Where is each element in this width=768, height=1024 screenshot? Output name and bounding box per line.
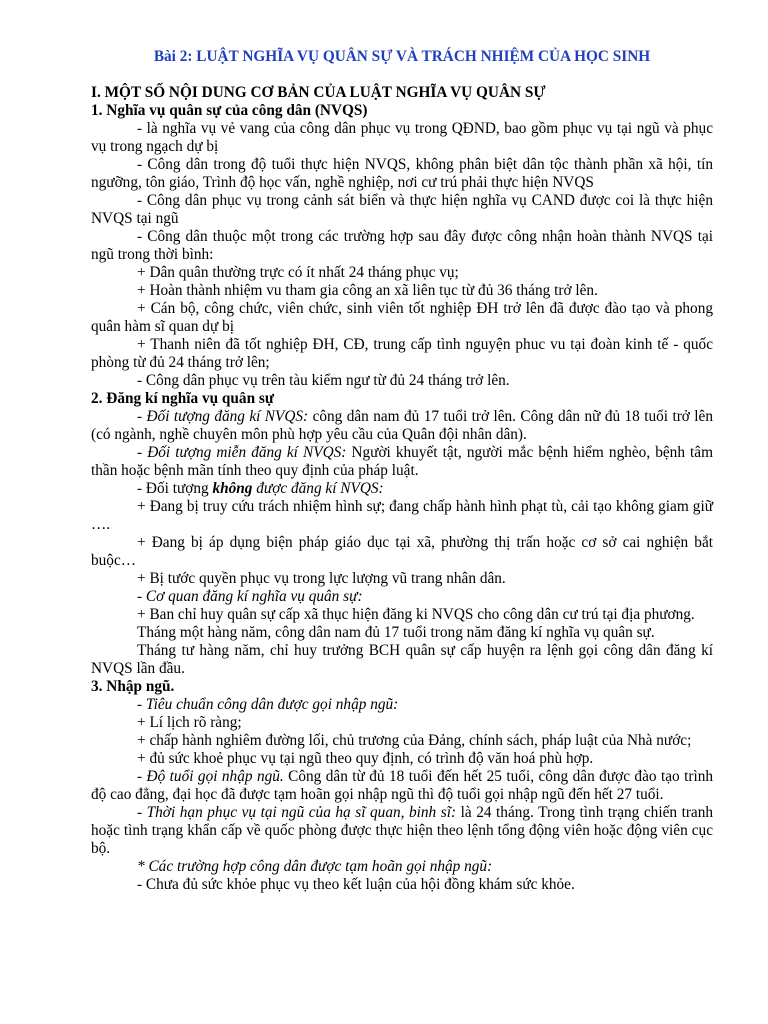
list-item: + Cán bộ, công chức, viên chức, sinh viên tốt nghiệp ĐH trở lên đã được đào tạo và phong quân hàm sĩ quan dự bị <box>91 300 713 335</box>
subsection-heading-3: 3. Nhập ngũ. <box>91 678 175 695</box>
italic-label: được đăng kí NVQS: <box>252 480 384 497</box>
paragraph: - Công dân phục vụ trên tàu kiểm ngư từ đủ 24 tháng trở lên. <box>137 372 510 389</box>
paragraph <box>91 444 713 480</box>
italic-label: - Tiêu chuẩn công dân được gọi nhập ngũ: <box>137 696 399 713</box>
paragraph <box>91 696 713 714</box>
paragraph: Tháng tư hàng năm, chỉ huy trưởng BCH quân sự cấp huyện ra lệnh gọi công dân đăng kí NVQS lần đầu. <box>91 642 713 677</box>
italic-label: - Cơ quan đăng kí nghĩa vụ quân sự: <box>137 588 363 605</box>
paragraph <box>91 408 713 444</box>
paragraph-text: là 24 tháng. Trong tình trạng chiến tranh hoặc tình trạng khẩn cấp về quốc phòng được thực hiện theo lệnh tổng động viên hoặc động viên cục bộ. <box>91 804 713 857</box>
paragraph: - Công dân trong độ tuổi thực hiện NVQS, không phân biệt dân tộc thành phần xã hội, tín ngưỡng, tôn giáo, Trình độ học vấn, nghề nghiệp, nơi cư trú phải thực hiện NVQS <box>91 156 713 191</box>
list-item: + Đang bị áp dụng biện pháp giáo dục tại xã, phường thị trấn hoặc cơ sở cai nghiện bắt buộc… <box>91 534 713 569</box>
italic-label: - Thời hạn phục vụ tại ngũ của hạ sĩ quan, binh sĩ: <box>137 804 457 821</box>
list-item: + Lí lịch rõ ràng; <box>137 714 242 731</box>
paragraph <box>91 804 713 858</box>
paragraph-text: Người khuyết tật, người mắc bệnh hiểm nghèo, bệnh tâm thần hoặc bệnh mãn tính theo quy định của pháp luật. <box>91 444 713 479</box>
list-item: + Thanh niên đã tốt nghiệp ĐH, CĐ, trung cấp tình nguyện phuc vu tại đoàn kinh tế - quốc phòng từ đủ 24 tháng trở lên; <box>91 336 713 371</box>
document-page <box>91 48 713 894</box>
list-item: + đủ sức khoẻ phục vụ tại ngũ theo quy định, có trình độ văn hoá phù hợp. <box>137 750 594 767</box>
list-item: + Dân quân thường trực có ít nhất 24 tháng phục vụ; <box>137 264 459 281</box>
italic-label: - Đối tượng đăng kí NVQS: <box>137 408 309 425</box>
paragraph <box>91 588 713 606</box>
italic-label: * Các trường hợp công dân được tạm hoãn gọi nhập ngũ: <box>137 858 493 875</box>
paragraph: - Công dân phục vụ trong cảnh sát biển và thực hiện nghĩa vụ CAND được coi là thực hiện NVQS tại ngũ <box>91 192 713 227</box>
subsection-heading-1: 1. Nghĩa vụ quân sự của công dân (NVQS) <box>91 102 368 119</box>
paragraph: Tháng một hàng năm, công dân nam đủ 17 tuổi trong năm đăng kí nghĩa vụ quân sự. <box>137 624 655 641</box>
list-item: + chấp hành nghiêm đường lối, chủ trương của Đảng, chính sách, pháp luật của Nhà nước; <box>137 732 692 749</box>
paragraph-text: Công dân từ đủ 18 tuổi đến hết 25 tuổi, công dân được đào tạo trình độ cao đẳng, đại học đã được tạm hoãn gọi nhập ngũ thì độ tuổi gọi nhập ngũ đến hết 27 tuổi. <box>91 768 713 803</box>
bold-italic-word: không <box>212 480 253 497</box>
subsection-heading-2: 2. Đăng kí nghĩa vụ quân sự <box>91 390 275 407</box>
list-item: + Hoàn thành nhiệm vu tham gia công an xã liên tục từ đủ 36 tháng trở lên. <box>137 282 598 299</box>
paragraph: - Chưa đủ sức khỏe phục vụ theo kết luận của hội đồng khám sức khỏe. <box>137 876 575 893</box>
list-item: + Đang bị truy cứu trách nhiệm hình sự; đang chấp hành hình phạt tù, cải tạo không giam giữ …. <box>91 498 713 533</box>
section-heading: I. MỘT SỐ NỘI DUNG CƠ BẢN CỦA LUẬT NGHĨA VỤ QUÂN SỰ <box>91 84 546 101</box>
list-item: + Bị tước quyền phục vụ trong lực lượng vũ trang nhân dân. <box>137 570 506 587</box>
italic-label: - Đối tượng miễn đăng kí NVQS: <box>137 444 347 461</box>
document-title: Bài 2: LUẬT NGHĨA VỤ QUÂN SỰ VÀ TRÁCH NHIỆM CỦA HỌC SINH <box>153 48 651 65</box>
paragraph <box>91 480 713 498</box>
paragraph-text: - Đối tượng <box>137 480 213 497</box>
list-item: + Ban chỉ huy quân sự cấp xã thục hiện đăng ki NVQS cho công dân cư trú tại địa phương. <box>137 606 695 623</box>
paragraph-text: công dân nam đủ 17 tuổi trở lên. Công dân nữ đủ 18 tuổi trở lên (có ngành, nghề chuyên môn phù hợp yêu cầu của Quân đội nhân dân). <box>91 408 713 443</box>
paragraph <box>91 768 713 804</box>
paragraph: - Công dân thuộc một trong các trường hợp sau đây được công nhận hoàn thành NVQS tại ngũ trong thời bình: <box>91 228 713 263</box>
italic-label: - Độ tuổi gọi nhập ngũ. <box>137 768 284 785</box>
paragraph: - là nghĩa vụ vẻ vang của công dân phục vụ trong QĐND, bao gồm phục vụ tại ngũ và phục vụ trong ngạch dự bị <box>91 120 713 155</box>
paragraph <box>91 858 713 876</box>
